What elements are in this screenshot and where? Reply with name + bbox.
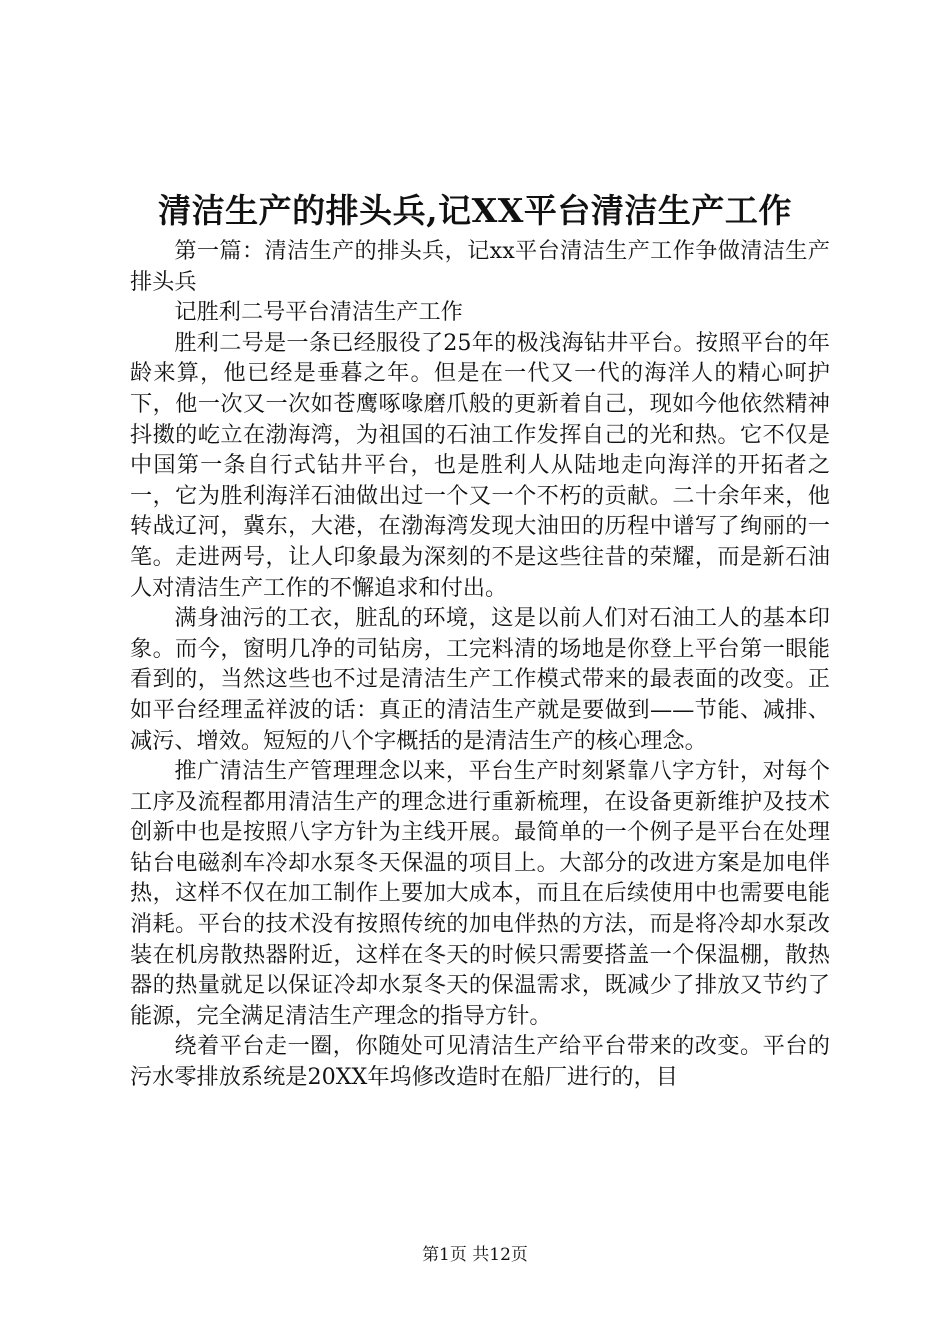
document-title: 清洁生产的排头兵,记XX平台清洁生产工作 [158, 191, 792, 230]
paragraph: 满身油污的工衣，脏乱的环境，这是以前人们对石油工人的基本印象。而今，窗明几净的司钻房，工完料清的场地是你登上平台第一眼能看到的，当然这些也不过是清洁生产工作模式带来的最表面的改变。正如平台经理孟祥波的话：真正的清洁生产就是要做到——节能、减排、减污、增效。短短的八个字概括的是清洁生产的核心理念。 [130, 605, 830, 754]
paragraph: 推广清洁生产管理理念以来，平台生产时刻紧靠八字方针，对每个工序及流程都用清洁生产的理念进行重新梳理，在设备更新维护及技术创新中也是按照八字方针为主线开展。最简单的一个例子是平台在处理钻台电磁刹车冷却水泵冬天保温的项目上。大部分的改进方案是加电伴热，这样不仅在加工制作上要加大成本，而且在后续使用中也需要电能消耗。平台的技术没有按照传统的加电伴热的方法，而是将冷却水泵改装在机房散热器附近，这样在冬天的时候只需要搭盖一个保温棚，散热器的热量就足以保证冷却水泵冬天的保温需求，既减少了排放又节约了能源，完全满足清洁生产理念的指导方针。 [130, 758, 830, 1029]
paragraph: 记胜利二号平台清洁生产工作 [174, 299, 463, 326]
paragraph: 绕着平台走一圈，你随处可见清洁生产给平台带来的改变。平台的污水零排放系统是20XX年坞修改造时在船厂进行的，目 [130, 1033, 830, 1091]
page-footer: 第1页 共12页 [422, 1245, 528, 1265]
document-body [130, 236, 830, 1093]
paragraph: 第一篇：清洁生产的排头兵，记xx平台清洁生产工作争做清洁生产排头兵 [130, 238, 830, 295]
paragraph: 胜利二号是一条已经服役了25年的极浅海钻井平台。按照平台的年龄来算，他已经是垂暮之年。但是在一代又一代的海洋人的精心呵护下，他一次又一次如苍鹰啄喙磨爪般的更新着自己，现如今他依然精神抖擞的屹立在渤海湾，为祖国的石油工作发挥自己的光和热。它不仅是中国第一条自行式钻井平台，也是胜利人从陆地走向海洋的开拓者之一，它为胜利海洋石油做出过一个又一个不朽的贡献。二十余年来，他转战辽河，冀东，大港，在渤海湾发现大油田的历程中谱写了绚丽的一笔。走进两号，让人印象最为深刻的不是这些往昔的荣耀，而是新石油人对清洁生产工作的不懈追求和付出。 [130, 329, 830, 601]
